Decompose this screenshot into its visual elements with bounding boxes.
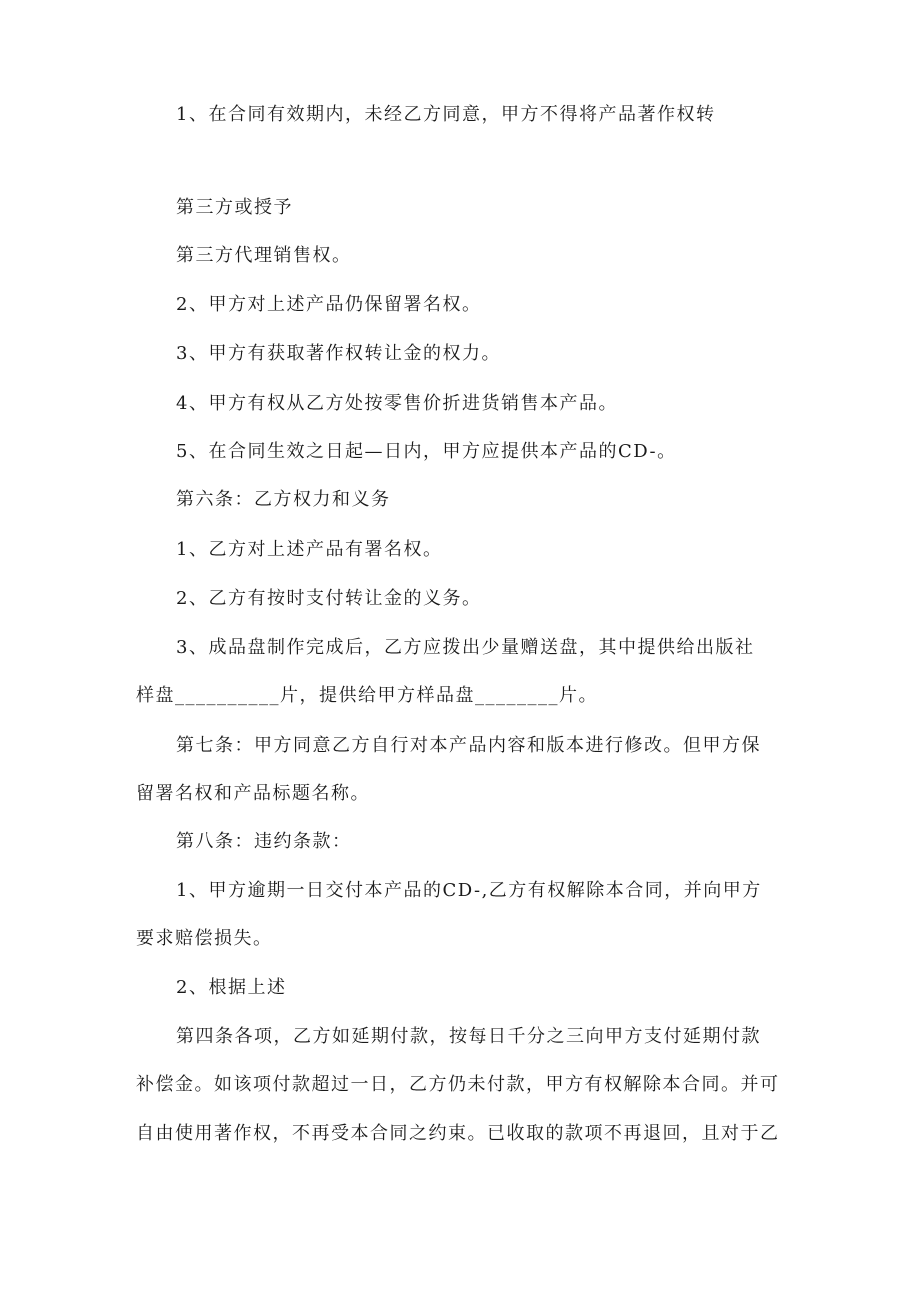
paragraph-line: 补偿金。如该项付款超过一日，乙方仍未付款，甲方有权解除本合同。并可 [136,1074,780,1095]
paragraph-line: 5、在合同生效之日起—日内，甲方应提供本产品的CD-。 [176,441,677,462]
section-heading: 第六条：乙方权力和义务 [176,489,391,510]
paragraph-line: 1、乙方对上述产品有署名权。 [176,539,443,560]
paragraph-line: 2、甲方对上述产品仍保留署名权。 [176,294,482,315]
paragraph-line: 自由使用著作权，不再受本合同之约束。已收取的款项不再退回，且对于乙 [136,1123,780,1144]
paragraph-line: 第三方或授予 [176,197,293,218]
paragraph-line: 要求赔偿损失。 [136,928,273,949]
paragraph-line: 留署名权和产品标题名称。 [136,783,370,804]
paragraph-line: 2、根据上述 [176,977,287,998]
section-heading: 第八条：违约条款： [176,831,352,852]
paragraph-line: 3、成品盘制作完成后，乙方应拨出少量赠送盘，其中提供给出版社 [176,637,755,658]
paragraph-line: 2、乙方有按时支付转让金的义务。 [176,588,482,609]
paragraph-line: 第三方代理销售权。 [176,245,352,266]
paragraph-line: 1、在合同有效期内，未经乙方同意，甲方不得将产品著作权转 [176,104,716,125]
paragraph-line: 3、甲方有获取著作权转让金的权力。 [176,343,501,364]
paragraph-line: 样盘__________片，提供给甲方样品盘________片。 [136,685,598,706]
paragraph-line: 4、甲方有权从乙方处按零售价折进货销售本产品。 [176,393,618,414]
paragraph-line: 1、甲方逾期一日交付本产品的CD-,乙方有权解除本合同，并向甲方 [176,880,762,901]
paragraph-line: 第四条各项，乙方如延期付款，按每日千分之三向甲方支付延期付款 [176,1026,761,1047]
section-heading: 第七条：甲方同意乙方自行对本产品内容和版本进行修改。但甲方保 [176,735,761,756]
